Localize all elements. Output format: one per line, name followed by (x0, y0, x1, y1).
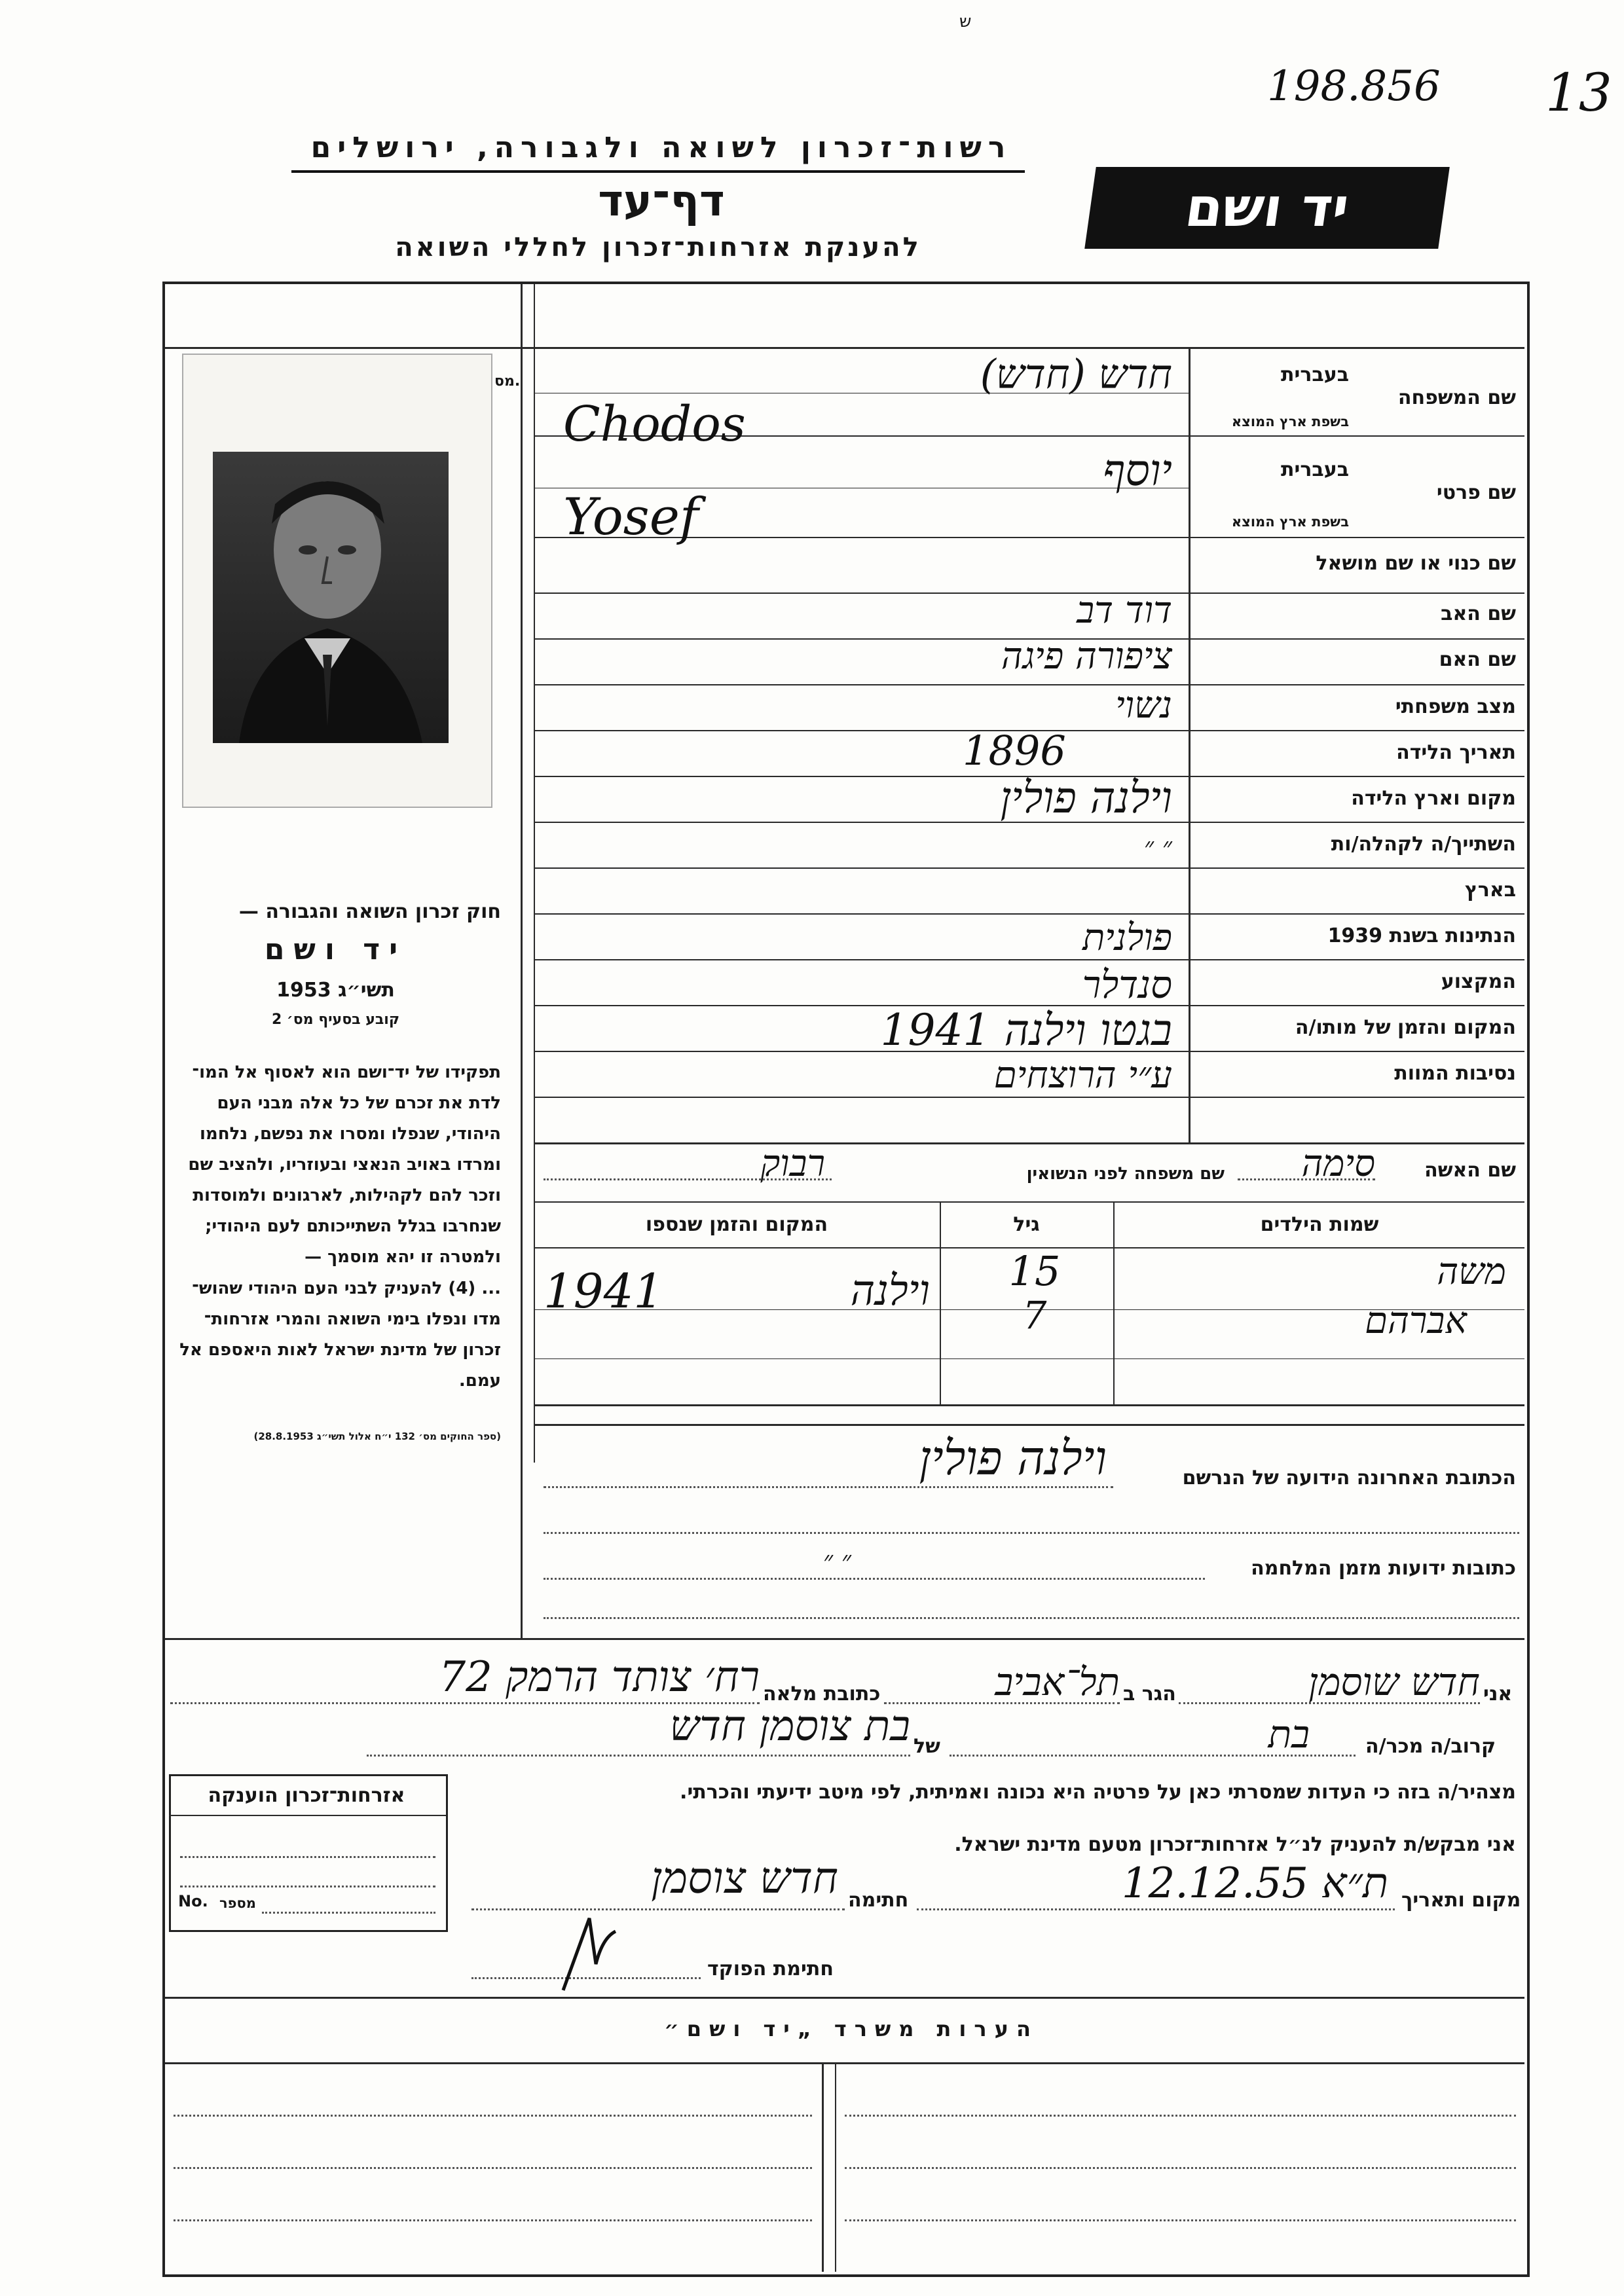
photo-number-label: מס. (494, 373, 521, 390)
row-line (534, 1201, 1524, 1203)
label-age: גיל (1013, 1213, 1040, 1236)
value-children-place: וילנה (850, 1267, 930, 1315)
citizenship-box-line (169, 1815, 446, 1816)
label-place-date: מקום ותאריך (1401, 1889, 1521, 1912)
value-full-address: רח׳ צותד הרמק 72 (439, 1653, 760, 1702)
row-line (534, 1097, 1524, 1098)
value-declarant: חדש שוסמן (1308, 1660, 1480, 1704)
label-number: מספר (219, 1895, 256, 1911)
value-marital: נשוי (1115, 684, 1172, 727)
section-line (165, 1638, 1524, 1640)
inner-divider (534, 284, 535, 1463)
section-line (165, 1997, 1524, 1999)
value-family-name-hebrew: חדש (חדש) (980, 350, 1172, 398)
form-title: דף־עד (598, 175, 725, 226)
value-relation-of: בת צוסמן חדש (669, 1702, 910, 1751)
value-family-name-origin: Chodos (563, 396, 746, 452)
address-dotted (544, 1532, 1519, 1534)
label-death-circumstances: נסיבות המוות (1394, 1062, 1516, 1085)
authority-title: רשות־זכרון לשואה ולגבורה, ירושלים (310, 131, 1012, 164)
top-mark: ש (959, 12, 972, 31)
label-in-hebrew-2: בעברית (1281, 458, 1349, 481)
notes-dotted (845, 2219, 1516, 2221)
page-mark: 13 (1545, 62, 1612, 123)
label-death-place-time: המקום והזמן של מותו/ה (1295, 1016, 1516, 1039)
value-death-circumstances: ע״י הרוצחים (993, 1054, 1172, 1097)
row-line (534, 959, 1524, 960)
notes-dotted (845, 2167, 1516, 2169)
value-signature: חדש צוסמן (651, 1853, 838, 1903)
label-first-name: שם פרטי (1436, 481, 1516, 504)
label-birth-place: מקום וארץ הלידה (1351, 787, 1516, 810)
label-officer-signature: חתימת הפוקד (707, 1958, 834, 1980)
value-first-name-origin: Yosef (563, 488, 699, 547)
notes-dotted (845, 2115, 1516, 2117)
label-origin-lang-2: בשפת ארץ המוצא (1231, 514, 1349, 530)
authority-underline (291, 170, 1025, 173)
label-signature: חתימה (848, 1889, 909, 1912)
value-child2-name: אברהם (1365, 1300, 1467, 1342)
row-line (534, 867, 1524, 869)
label-profession: המקצוע (1441, 970, 1516, 993)
value-child2-age: 7 (1022, 1293, 1047, 1338)
children-col-divider (940, 1201, 941, 1404)
relation-of-dotted (367, 1755, 910, 1757)
address-dotted (544, 1617, 1519, 1619)
label-mother: שם האם (1439, 648, 1516, 671)
value-child1-name: משה (1437, 1250, 1506, 1293)
signature-dotted (471, 1908, 845, 1910)
label-i: אני (1483, 1683, 1513, 1705)
notes-divider (822, 2062, 824, 2272)
label-citizenship-1939: הנתינות בשנת 1939 (1327, 924, 1516, 947)
value-death-place-time: בגטו וילנה 1941 (880, 1005, 1172, 1055)
row-line (534, 1424, 1524, 1426)
label-full-address: כתובת מלאה (763, 1683, 881, 1705)
portrait-photo (213, 452, 449, 743)
label-column-divider (1189, 347, 1190, 1144)
label-relative: קרוב/ה מכר/ה (1365, 1735, 1496, 1758)
law-clause: קובע בסעיף מס׳ 2 (271, 1011, 400, 1028)
value-father: דוד דב (1077, 589, 1172, 632)
yad-vashem-logo: יד ושם (1084, 167, 1450, 249)
value-residing-city: תל־אביב (995, 1660, 1120, 1704)
children-row-line (534, 1404, 1524, 1406)
label-family-name: שם המשפחה (1397, 386, 1516, 409)
value-children-year: 1941 (544, 1264, 664, 1319)
box-dotted (180, 1856, 435, 1858)
label-community: השתייך/ה לקהלה/ות (1331, 833, 1516, 856)
archive-number: 198.856 (1267, 62, 1441, 111)
value-war-address-ditto: ״ ״ (822, 1546, 851, 1576)
label-in-hebrew-1: בעברית (1281, 363, 1349, 386)
officer-signature-mark (550, 1912, 629, 1997)
top-strip-line (165, 347, 1524, 349)
value-first-name-hebrew: יוסף (1103, 445, 1172, 496)
value-last-address: וילנה פולין (919, 1430, 1107, 1485)
value-citizenship: פולנית (1082, 917, 1172, 959)
form-subtitle: להענקת אזרחות־זכרון לחללי השואה (395, 232, 921, 263)
label-residing-in: הגר ב (1123, 1683, 1176, 1705)
value-community-ditto: ״ ״ (1143, 832, 1172, 862)
place-date-dotted (917, 1908, 1395, 1910)
box-dotted (180, 1886, 435, 1887)
value-place-date: ת״א 12.12.55 (1121, 1859, 1388, 1908)
box-dotted (262, 1912, 435, 1914)
value-child1-age: 15 (1008, 1247, 1061, 1295)
label-origin-lang-1: בשפת ארץ המוצא (1231, 414, 1349, 429)
label-wife: שם האשה (1424, 1159, 1516, 1182)
value-birth-date: 1896 (963, 727, 1066, 774)
label-last-address: הכתובת האחרונה הידועה של הנרשם (1182, 1467, 1516, 1489)
label-children-names: שמות הילדים (1260, 1213, 1379, 1236)
value-profession: סנדלר (1082, 962, 1172, 1007)
request-text: אני מבקש/ת להעניק לנ״ל אזרחות־זכרון מטעם מדינת ישראל. (954, 1833, 1516, 1856)
value-birth-place: וילנה פולין (1000, 773, 1172, 823)
left-column-divider (521, 284, 523, 1638)
label-of: של (913, 1735, 940, 1758)
law-name: יד ושם (264, 933, 407, 966)
label-place-time-lost: המקום והזמן שנספו (645, 1213, 828, 1236)
children-row-line (534, 1358, 1524, 1359)
notes-dotted (174, 2219, 812, 2221)
children-col-divider (1113, 1201, 1115, 1404)
law-source: (ספר החוקים מס׳ 132 י״ח אלול תשי״ג 28.8.1953) (253, 1430, 501, 1442)
value-wife-first: סימה (1301, 1142, 1375, 1185)
last-address-dotted (544, 1486, 1113, 1488)
value-relation: בת (1268, 1712, 1310, 1757)
label-birth-date: תאריך הלידה (1396, 741, 1516, 764)
label-number-en: No. (178, 1892, 208, 1910)
label-war-addresses: כתובות ידועות מזמן המלחמה (1251, 1557, 1516, 1580)
label-maiden-name: שם משפחה לפני הנשואין (1026, 1164, 1225, 1184)
section-line (165, 2062, 1524, 2064)
declaration-text: מצהיר/ה בזה כי העדות שמסרתי כאן על פרטיה היא נכונה ואמיתית, לפי מיטב ידיעתי והכרתי. (680, 1781, 1516, 1804)
label-nickname: שם כנוי או שם מושאל (1316, 552, 1516, 575)
office-notes-title: הערות משרד „יד ושם״ (664, 2016, 1039, 2041)
law-year: תשי״ג 1953 (276, 979, 395, 1002)
row-line (534, 913, 1524, 915)
law-paragraph-2: ... (4) להעניק לבני העם היהודי שהוש־ מדו ונפלו בימי השואה והמרי אזרחות־ זכרון של מדינת ישראל לאות היאספם אל עמם. (179, 1279, 501, 1391)
law-paragraph-1: תפקידו של יד־ושם הוא לאסוף אל המו־ לדת את זכרם של כל אלה מבני העם היהודי, שנפלו ומסרו את נפשם, נלחמו ומרדו באויב הנאצי ובעוזריו, ולהציב שם וזכר להם לקהילות, לארגונים ולמוסדות שנחרבו בגלל השתייכותם לעם היהודי; ולמטרה זו יהא מוסמך — (188, 1063, 501, 1267)
value-mother: ציפורה פיגה (1001, 635, 1172, 678)
label-father: שם האב (1441, 602, 1516, 625)
label-citizenship-box: אזרחות־זכרון הוענקה (208, 1784, 405, 1807)
war-address-dotted (544, 1578, 1205, 1580)
notes-divider (835, 2062, 836, 2272)
label-country: בארץ (1464, 879, 1516, 902)
notes-dotted (174, 2167, 812, 2169)
value-wife-maiden: רבוק (760, 1142, 825, 1185)
label-marital-status: מצב משפחתי (1395, 695, 1516, 718)
law-heading: חוק זכרון השואה והגבורה — (238, 900, 501, 923)
notes-dotted (174, 2115, 812, 2117)
